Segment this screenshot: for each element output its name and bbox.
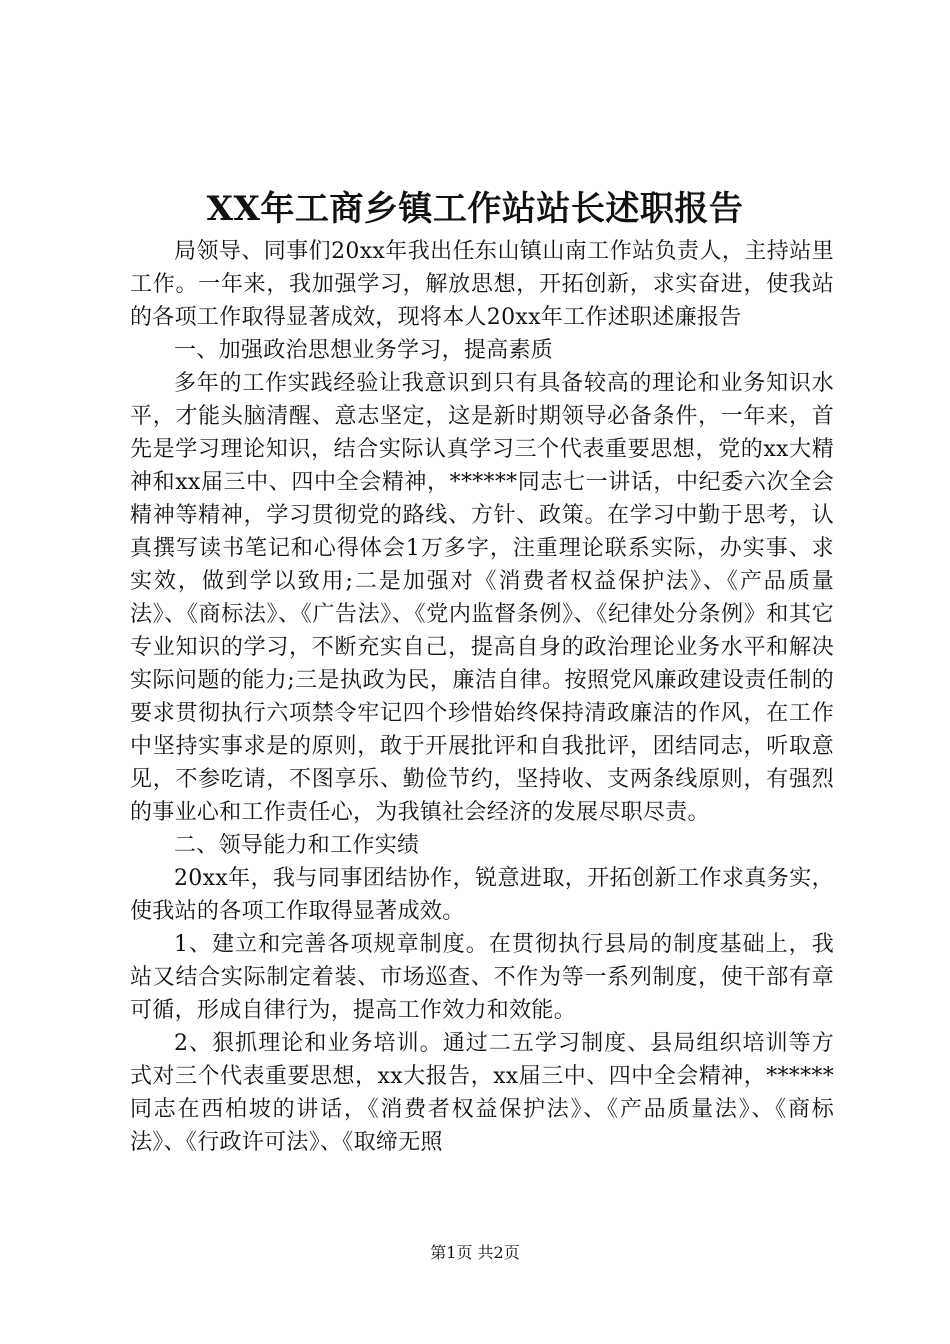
paragraph-study: 多年的工作实践经验让我意识到只有具备较高的理论和业务知识水平，才能头脑清醒、意志坚定，这是新时期领导必备条件，一年来，首先是学习理论知识，结合实际认真学习三个代表重要思想，党的xx大精神和xx届三中、四中全会精神，******同志七一讲话，中纪委六次全会精神等精神，学习贯彻党的路线、方针、政策。在学习中勤于思考，认真撰写读书笔记和心得体会1万多字，注重理论联系实际，办实事、求实效，做到学以致用;二是加强对《消费者权益保护法》、《产品质量法》、《商标法》、《广告法》、《党内监督条例》、《纪律处分条例》和其它专业知识的学习，不断充实自己，提高自身的政治理论业务水平和解决实际问题的能力;三是执政为民，廉洁自律。按照党风廉政建设责任制的要求贯彻执行六项禁令牢记四个珍惜始终保持清政廉洁的作风，在工作中坚持实事求是的原则，敢于开展批评和自我批评，团结同志，听取意见，不参吃请，不图享乐、勤俭节约，坚持收、支两条线原则，有强烈的事业心和工作责任心，为我镇社会经济的发展尽职尽责。 xyxy=(130,371,834,825)
paragraph-item-1: 1、建立和完善各项规章制度。在贯彻执行县局的制度基础上，我站又结合实际制定着装、市场巡查、不作为等一系列制度，使干部有章可循，形成自律行为，提高工作效力和效能。 xyxy=(130,932,834,1023)
paragraph-achievements: 20xx年，我与同事团结协作，锐意进取，开拓创新工作求真务实，使我站的各项工作取得显著成效。 xyxy=(130,866,834,924)
paragraph-item-2: 2、狠抓理论和业务培训。通过二五学习制度、县局组织培训等方式对三个代表重要思想，xx大报告，xx届三中、四中全会精神，******同志在西柏坡的讲话，《消费者权益保护法》、《产品质量法》、《商标法》、《行政许可法》、《取缔无照 xyxy=(130,1031,834,1155)
document-body xyxy=(130,235,834,1159)
document-title: XX年工商乡镇工作站站长述职报告 xyxy=(206,189,744,229)
paragraph-intro: 局领导、同事们20xx年我出任东山镇山南工作站负责人，主持站里工作。一年来，我加强学习，解放思想，开拓创新，求实奋进，使我站的各项工作取得显著成效，现将本人20xx年工作述职述廉报告 xyxy=(130,239,834,330)
section-heading-2: 二、领导能力和工作实绩 xyxy=(174,833,420,858)
section-heading-1: 一、加强政治思想业务学习，提高素质 xyxy=(174,338,554,363)
page-footer: 第1页 共2页 xyxy=(430,1243,520,1262)
